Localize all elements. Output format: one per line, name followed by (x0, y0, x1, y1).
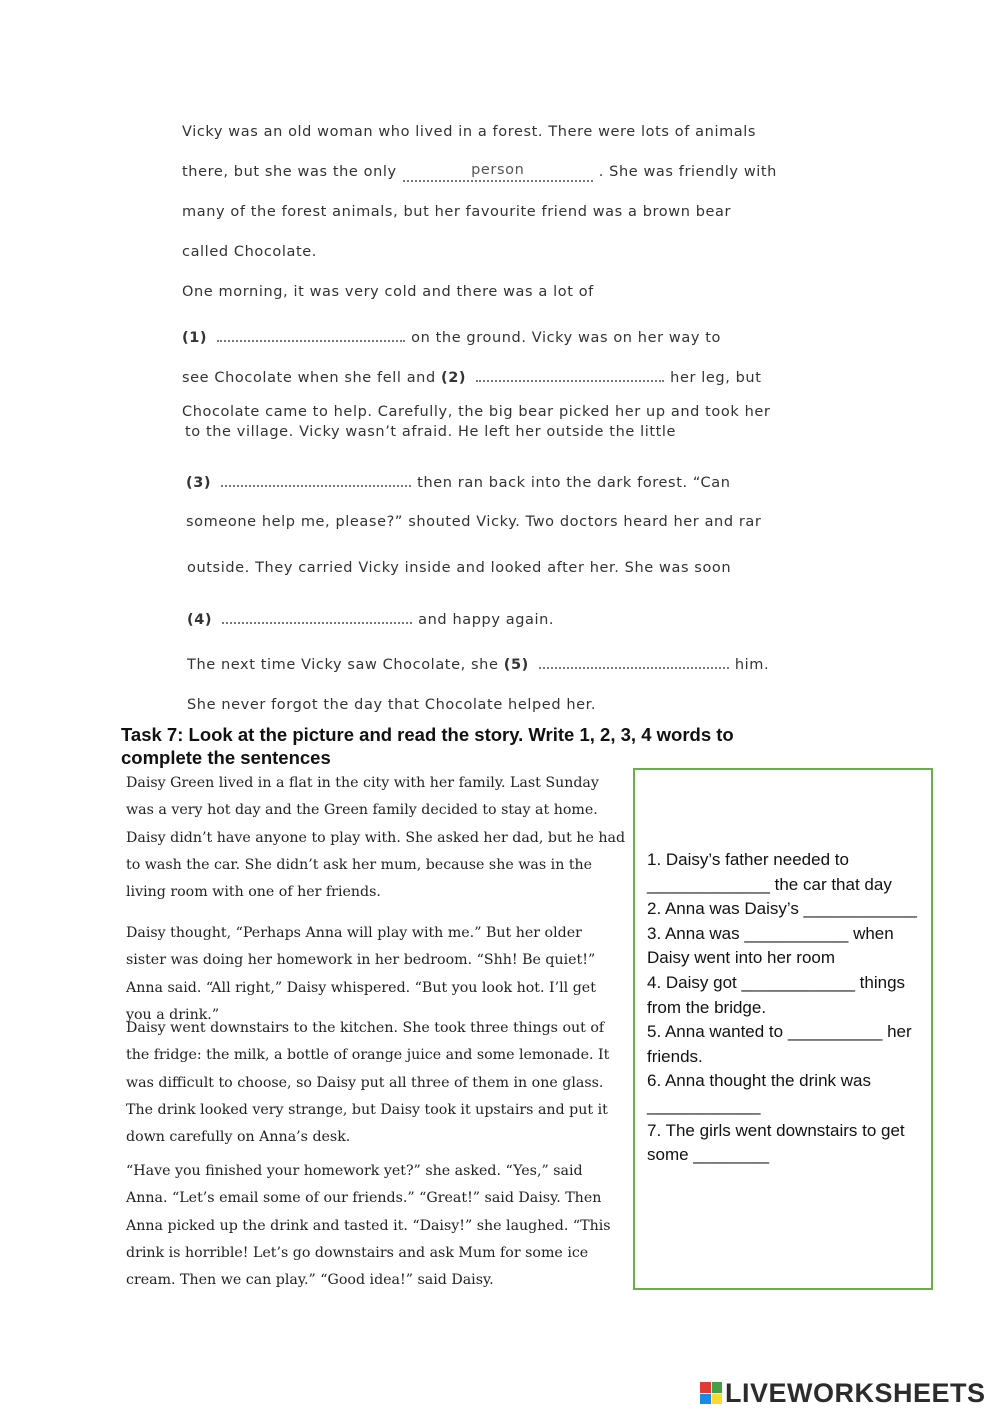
question-item[interactable]: 4. Daisy got ____________ things from the bridge. (647, 972, 906, 1017)
answer-blank-2[interactable] (476, 364, 664, 382)
logo-text: LIVEWORKSHEETS (725, 1377, 986, 1408)
story-line (182, 324, 721, 346)
gap-number: (2) (441, 370, 467, 386)
logo-square (700, 1382, 711, 1393)
story-text: see Chocolate when she fell and (182, 370, 436, 386)
story-line: called Chocolate. (182, 244, 318, 260)
story-line (182, 364, 762, 386)
story-line: many of the forest animals, but her favourite friend was a brown bear (182, 204, 732, 220)
story-line: Vicky was an old woman who lived in a forest. There were lots of animals (182, 124, 757, 140)
story-line: Chocolate came to help. Carefully, the big bear picked her up and took her (182, 404, 771, 420)
question-item[interactable]: 2. Anna was Daisy’s ____________ (647, 899, 917, 919)
questions-box (633, 768, 933, 1290)
story-paragraph: Daisy Green lived in a flat in the city with her family. Last Sunday was a very hot day and the Green family decided to stay at home. Daisy didn’t have anyone to play with. She asked her dad, but he had to wash the car. She didn’t ask her mum, because she was in the living room with one of her friends. (126, 775, 626, 901)
story-line (187, 606, 554, 628)
story-text: on the ground. Vicky was on her way to (411, 330, 721, 346)
story-text: there, but she was the only (182, 164, 397, 180)
answer-blank-3[interactable] (221, 469, 411, 487)
story-paragraph: Daisy went downstairs to the kitchen. She took three things out of the fridge: the milk, a bottle of orange juice and some lemonade. It was difficult to choose, so Daisy put all three of them in one glass. The drink looked very strange, but Daisy took it upstairs and put it down carefully on Anna’s desk. (126, 1020, 610, 1146)
story-line: One morning, it was very cold and there was a lot of (182, 284, 594, 300)
story-line: outside. They carried Vicky inside and looked after her. She was soon (187, 560, 732, 576)
gap-number: (1) (182, 330, 208, 346)
question-item[interactable]: 3. Anna was ___________ when Daisy went into her room (647, 923, 894, 968)
question-item[interactable]: 5. Anna wanted to __________ her friends. (647, 1022, 912, 1066)
story-paragraph: “Have you finished your homework yet?” she asked. “Yes,” said Anna. “Let’s email some of our friends.” “Great!” said Daisy. Then Anna picked up the drink and tasted it. “Daisy!” she laughed. “This drink is horrible! Let’s go downstairs and ask Mum for some ice cream. Then we can play.” “Good idea!” said Daisy. (126, 1163, 611, 1289)
story-text: . She was friendly with (598, 164, 777, 180)
liveworksheets-logo (700, 1378, 995, 1408)
logo-square (700, 1394, 711, 1405)
example-answer: person (471, 162, 525, 178)
story-paragraph: Daisy thought, “Perhaps Anna will play with me.” But her older sister was doing her homework in her bedroom. “Shh! Be quiet!” Anna said. “All right,” Daisy whispered. “But you look hot. I’ll get you a drink.” (126, 925, 596, 1023)
story-line: someone help me, please?” shouted Vicky. Two doctors heard her and rar (186, 514, 762, 530)
story-text: and happy again. (418, 612, 555, 628)
example-answer-blank (403, 164, 593, 182)
answer-blank-4[interactable] (222, 606, 412, 624)
gap-number: (3) (186, 475, 212, 491)
logo-square (712, 1394, 723, 1405)
story-text: him. (734, 657, 770, 673)
task-title-line: complete the sentences (121, 747, 331, 768)
questions-list (647, 848, 929, 1168)
question-item[interactable]: 7. The girls went downstairs to get some ________ (647, 1120, 905, 1165)
logo-icon (700, 1382, 722, 1404)
story-text: The next time Vicky saw Chocolate, she (187, 657, 499, 673)
answer-blank-1[interactable] (217, 324, 405, 342)
question-item[interactable]: 1. Daisy’s father needed to _____________ the car that day (647, 850, 892, 894)
story-text: then ran back into the dark forest. “Can (417, 475, 731, 491)
story-line (187, 651, 769, 673)
story-line: She never forgot the day that Chocolate helped her. (187, 697, 597, 713)
task-title-line: Task 7: Look at the picture and read the story. Write 1, 2, 3, 4 words to (121, 724, 734, 745)
gap-number: (5) (503, 657, 529, 673)
question-item[interactable]: 6. Anna thought the drink was ____________ (647, 1071, 871, 1115)
task-title (121, 723, 841, 769)
story-line (182, 164, 777, 182)
story-line (186, 469, 731, 491)
logo-square (712, 1382, 723, 1393)
answer-blank-5[interactable] (539, 651, 729, 669)
story-text: her leg, but (670, 370, 762, 386)
story-line: to the village. Vicky wasn’t afraid. He left her outside the little (185, 424, 677, 440)
gap-number: (4) (187, 612, 213, 628)
